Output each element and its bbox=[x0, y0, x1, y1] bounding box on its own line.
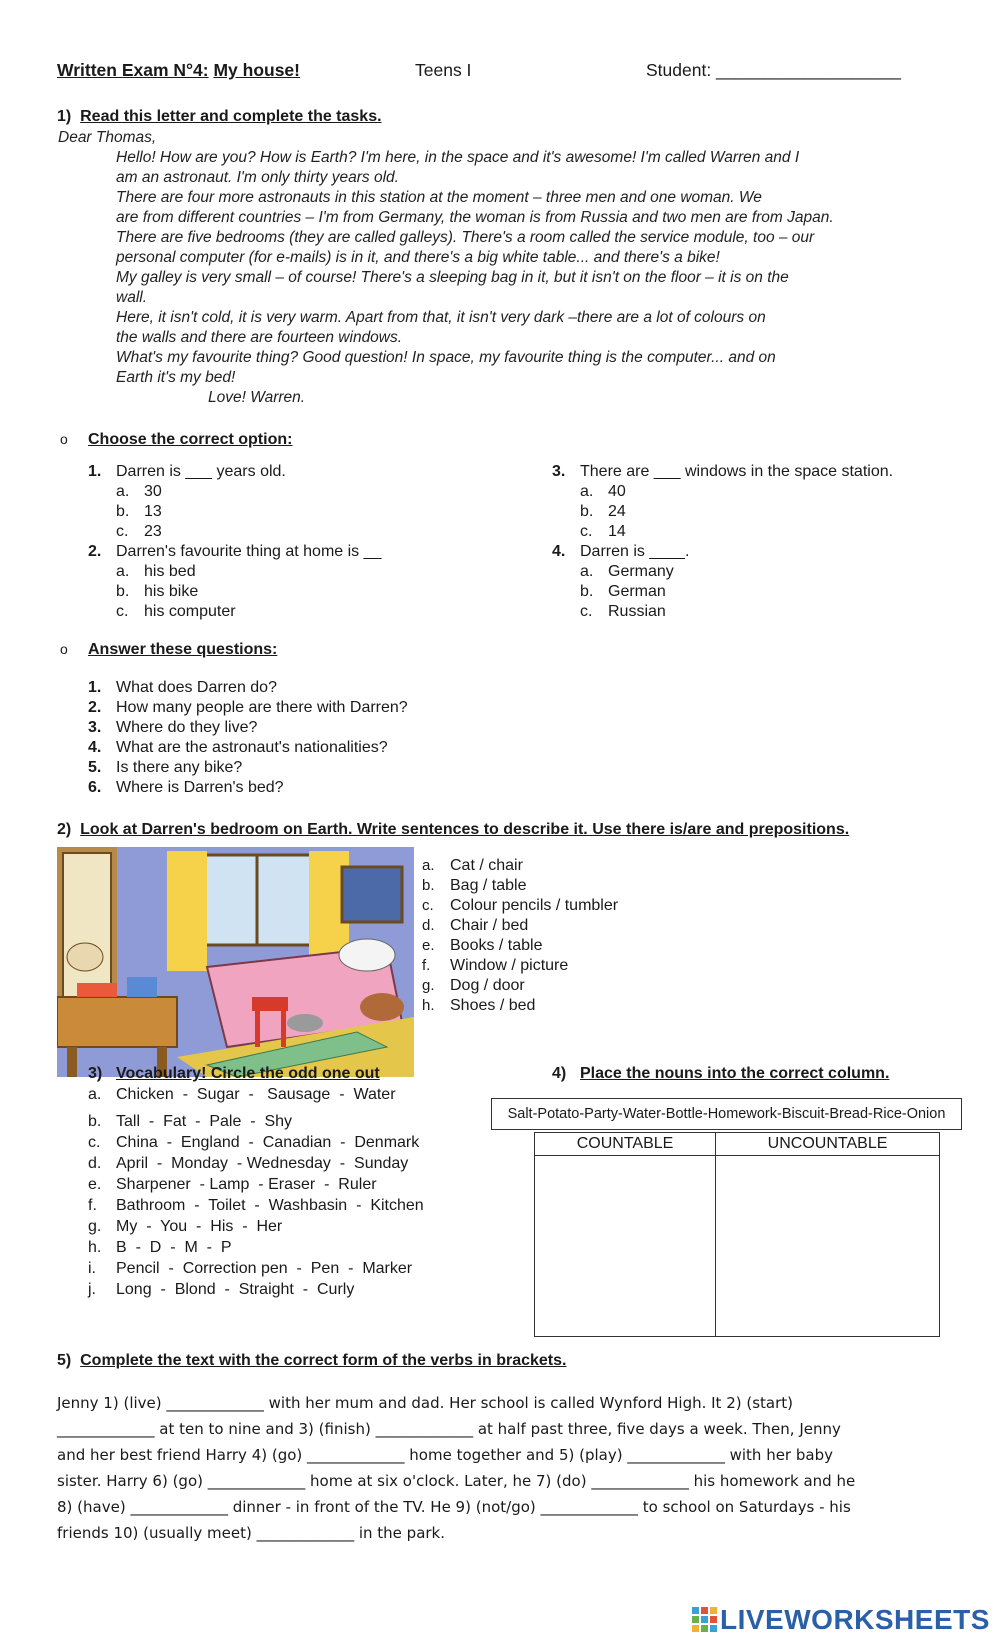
vocab-item[interactable]: e. Sharpener - Lamp - Eraser - Ruler bbox=[88, 1176, 377, 1193]
question: 1. Darren is ___ years old. bbox=[88, 463, 286, 480]
exam-title: Written Exam N°4: My house! bbox=[57, 60, 300, 80]
picture-item: c. Colour pencils / tumbler bbox=[422, 897, 619, 914]
student-field[interactable]: Student: ___________________ bbox=[646, 60, 901, 80]
vocab-item[interactable]: b. Tall - Fat - Pale - Shy bbox=[88, 1113, 293, 1130]
option[interactable]: a. his bed bbox=[116, 563, 196, 580]
vocab-item[interactable]: h. B - D - M - P bbox=[88, 1239, 232, 1256]
vocab-item[interactable]: a. Chicken - Sugar - Sausage - Water bbox=[88, 1086, 396, 1103]
option[interactable]: a. Germany bbox=[580, 563, 674, 580]
level-label: Teens I bbox=[415, 60, 472, 80]
option[interactable]: c. 23 bbox=[116, 523, 162, 540]
liveworksheets-icon bbox=[692, 1607, 718, 1633]
letter-line: wall. bbox=[116, 289, 148, 306]
open-question: 4. What are the astronaut's nationalities? bbox=[88, 739, 388, 756]
option[interactable]: a. 30 bbox=[116, 483, 162, 500]
option[interactable]: c. 14 bbox=[580, 523, 626, 540]
option[interactable]: a. 40 bbox=[580, 483, 626, 500]
countable-header: COUNTABLE bbox=[535, 1133, 716, 1156]
question: 4. Darren is ____. bbox=[552, 543, 690, 560]
countable-cell[interactable] bbox=[535, 1156, 716, 1337]
picture-item: h. Shoes / bed bbox=[422, 997, 536, 1014]
letter-line: Earth it's my bed! bbox=[116, 369, 236, 386]
letter-line: There are five bedrooms (they are called galleys). There's a room called the service module, too – our bbox=[116, 229, 815, 246]
option[interactable]: c. his computer bbox=[116, 603, 236, 620]
letter-line: Hello! How are you? How is Earth? I'm here, in the space and it's awesome! I'm called Warren and I bbox=[116, 149, 800, 166]
cloze-line[interactable]: Jenny 1) (live) _____________ with her mum and dad. Her school is called Wynford High. It 2) (start) bbox=[57, 1394, 794, 1412]
picture-item: d. Chair / bed bbox=[422, 917, 529, 934]
option[interactable]: b. 24 bbox=[580, 503, 626, 520]
cloze-line[interactable]: _____________ at ten to nine and 3) (finish) _____________ at half past three, five days a week. Then, Jenny bbox=[57, 1420, 841, 1438]
vocab-item[interactable]: j. Long - Blond - Straight - Curly bbox=[88, 1281, 355, 1298]
open-question: 1. What does Darren do? bbox=[88, 679, 277, 696]
section3-heading: 3) Vocabulary! Circle the odd one out bbox=[88, 1065, 380, 1082]
picture-item: e. Books / table bbox=[422, 937, 543, 954]
letter-line: personal computer (for e-mails) is in it, and there's a big white table... and there's a bike! bbox=[116, 249, 720, 266]
cloze-line[interactable]: sister. Harry 6) (go) _____________ home at six o'clock. Later, he 7) (do) _____________ his homework and he bbox=[57, 1472, 856, 1490]
bedroom-illustration bbox=[57, 847, 414, 1077]
open-question: 3. Where do they live? bbox=[88, 719, 258, 736]
letter-line: am an astronaut. I'm only thirty years old. bbox=[116, 169, 399, 186]
cloze-line[interactable]: and her best friend Harry 4) (go) _____________ home together and 5) (play) _____________ with her baby bbox=[57, 1446, 833, 1464]
open-question: 6. Where is Darren's bed? bbox=[88, 779, 284, 796]
letter-greeting: Dear Thomas, bbox=[58, 129, 157, 146]
question: 3. There are ___ windows in the space station. bbox=[552, 463, 894, 480]
nouns-table bbox=[534, 1132, 940, 1337]
option[interactable]: b. German bbox=[580, 583, 666, 600]
cloze-line[interactable]: friends 10) (usually meet) _____________ in the park. bbox=[57, 1524, 446, 1542]
option[interactable]: c. Russian bbox=[580, 603, 666, 620]
open-question: 5. Is there any bike? bbox=[88, 759, 243, 776]
uncountable-cell[interactable] bbox=[716, 1156, 940, 1337]
option[interactable]: b. his bike bbox=[116, 583, 199, 600]
section1-heading: 1) Read this letter and complete the tasks. bbox=[57, 108, 382, 125]
question: 2. Darren's favourite thing at home is __ bbox=[88, 543, 382, 560]
open-question: 2. How many people are there with Darren? bbox=[88, 699, 408, 716]
bullet-icon: o bbox=[60, 431, 68, 447]
letter-line: There are four more astronauts in this station at the moment – three men and one woman. We bbox=[116, 189, 762, 206]
letter-line: My galley is very small – of course! There's a sleeping bag in it, but it isn't on the floor – it is on the bbox=[116, 269, 789, 286]
vocab-item[interactable]: f. Bathroom - Toilet - Washbasin - Kitchen bbox=[88, 1197, 424, 1214]
picture-item: g. Dog / door bbox=[422, 977, 525, 994]
uncountable-header: UNCOUNTABLE bbox=[716, 1133, 940, 1156]
section5-heading: 5) Complete the text with the correct form of the verbs in brackets. bbox=[57, 1352, 567, 1369]
letter-line: the walls and there are fourteen windows. bbox=[116, 329, 403, 346]
picture-item: a. Cat / chair bbox=[422, 857, 523, 874]
answer-title: Answer these questions: bbox=[88, 641, 278, 658]
option[interactable]: b. 13 bbox=[116, 503, 162, 520]
letter-line: What's my favourite thing? Good question! In space, my favourite thing is the computer... and on bbox=[116, 349, 776, 366]
word-bank: Salt-Potato-Party-Water-Bottle-Homework-Biscuit-Bread-Rice-Onion bbox=[491, 1098, 962, 1130]
letter-line: Here, it isn't cold, it is very warm. Apart from that, it isn't very dark –there are a lot of colours on bbox=[116, 309, 766, 326]
cloze-line[interactable]: 8) (have) _____________ dinner - in front of the TV. He 9) (not/go) _____________ to school on Saturdays - his bbox=[57, 1498, 851, 1516]
section4-heading: 4) Place the nouns into the correct column. bbox=[552, 1065, 890, 1082]
letter-line: are from different countries – I'm from Germany, the woman is from Russia and two men are from Japan. bbox=[116, 209, 834, 226]
choose-title: Choose the correct option: bbox=[88, 431, 293, 448]
bullet-icon: o bbox=[60, 641, 68, 657]
vocab-item[interactable]: g. My - You - His - Her bbox=[88, 1218, 283, 1235]
vocab-item[interactable]: c. China - England - Canadian - Denmark bbox=[88, 1134, 420, 1151]
vocab-item[interactable]: d. April - Monday - Wednesday - Sunday bbox=[88, 1155, 409, 1172]
vocab-item[interactable]: i. Pencil - Correction pen - Pen - Marker bbox=[88, 1260, 413, 1277]
picture-item: f. Window / picture bbox=[422, 957, 569, 974]
picture-item: b. Bag / table bbox=[422, 877, 527, 894]
section2-heading: 2) Look at Darren's bedroom on Earth. Write sentences to describe it. Use there is/are and prepositions. bbox=[57, 821, 850, 838]
letter-closing: Love! Warren. bbox=[208, 389, 306, 406]
